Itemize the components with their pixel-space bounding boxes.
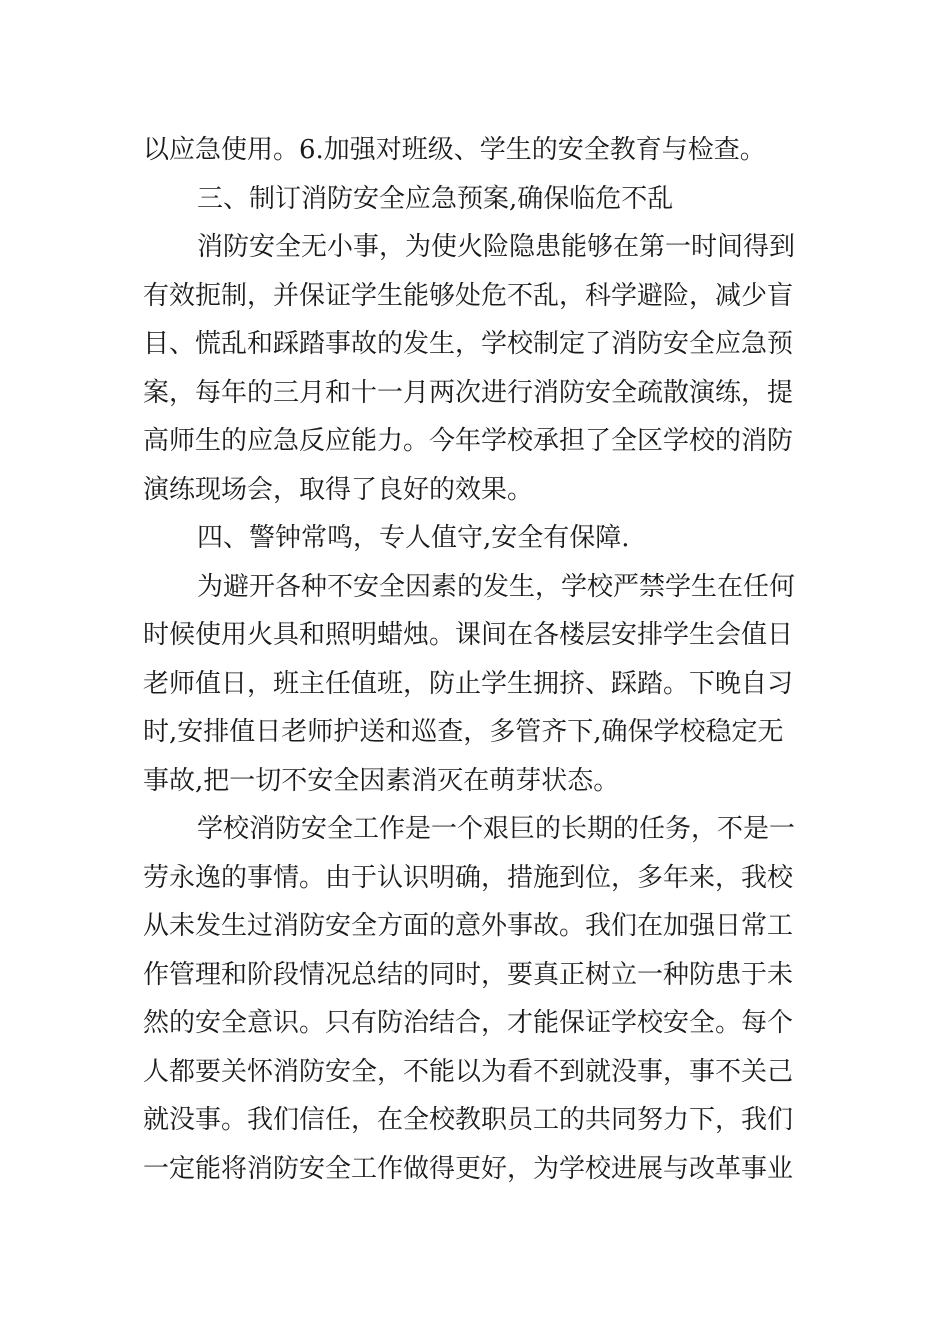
text-line: 目、慌乱和踩踏事故的发生，学校制定了消防安全应急预 (143, 329, 794, 359)
document-body (143, 126, 808, 1193)
text-line: 高师生的应急反应能力。今年学校承担了全区学校的消防 (143, 426, 794, 456)
text-line: 时候使用火具和照明蜡烛。课间在各楼层安排学生会值日 (143, 620, 794, 650)
text-line: 消防安全无小事，为使火险隐患能够在第一时间得到 (197, 232, 796, 262)
text-line: 演练现场会，取得了良好的效果。 (143, 474, 534, 505)
text-line: 为避开各种不安全因素的发生，学校严禁学生在任何 (197, 571, 796, 602)
text-line: 作管理和阶段情况总结的同时，要真正树立一种防患于未 (143, 959, 794, 990)
section-heading: 四、警钟常鸣，专人值守,安全有保障. (197, 523, 630, 553)
text-line: 案，每年的三月和十一月两次进行消防安全疏散演练，提 (143, 377, 794, 408)
text-line: 时,安排值日老师护送和巡查，多管齐下,确保学校稳定无 (143, 717, 784, 747)
text-line: 学校消防安全工作是一个艰巨的长期的任务，不是一 (197, 814, 796, 844)
text-line: 就没事。我们信任，在全校教职员工的共同努力下，我们 (143, 1105, 794, 1135)
text-line: 有效扼制，并保证学生能够处危不乱，科学避险，减少盲 (143, 280, 794, 311)
text-line: 人都要关怀消防安全，不能以为看不到就没事，事不关己 (143, 1056, 794, 1087)
text-line: 从未发生过消防安全方面的意外事故。我们在加强日常工 (143, 911, 794, 941)
section-heading: 三、制订消防安全应急预案,确保临危不乱 (197, 183, 674, 214)
text-line: 劳永逸的事情。由于认识明确，措施到位，多年来，我校 (143, 862, 794, 893)
text-line: 老师值日，班主任值班，防止学生拥挤、踩踏。下晚自习 (143, 668, 794, 699)
text-line: 然的安全意识。只有防治结合，才能保证学校安全。每个 (143, 1008, 794, 1038)
text-line: 一定能将消防安全工作做得更好，为学校进展与改革事业 (143, 1153, 794, 1184)
text-line: 以应急使用。6.加强对班级、学生的安全教育与检查。 (143, 135, 766, 165)
text-line: 事故,把一切不安全因素消灭在萌芽状态。 (143, 765, 620, 796)
